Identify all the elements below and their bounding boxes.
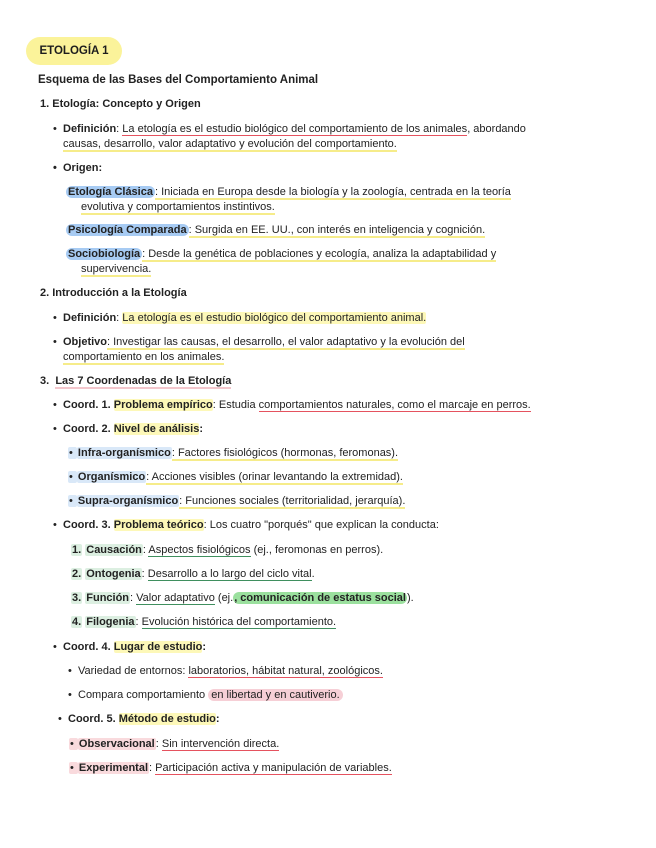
section-1-heading: 1. Etología: Concepto y Origen (40, 98, 201, 110)
s1-definition-line2: causas, desarrollo, valor adaptativo y evolución del comportamiento. (63, 138, 397, 150)
bullet-icon: • (53, 423, 57, 435)
s2-objetivo: • Objetivo: Investigar las causas, el desarrollo, el valor adaptativo y la evolución del (53, 336, 465, 348)
s2-definition: • Definición: La etología es el estudio biológico del comportamiento animal. (53, 312, 427, 324)
section-3-heading: 3. Las 7 Coordenadas de la Etología (40, 375, 232, 387)
bullet-icon: • (53, 519, 57, 531)
section-2-heading: 2. Introducción a la Etología (40, 287, 187, 299)
bullet-icon: • (53, 162, 57, 174)
s1-etologia-clasica: Etología Clásica : Iniciada en Europa desde la biología y la zoología, centrada en la teoría (68, 186, 511, 198)
s1-definition: • Definición: La etología es el estudio biológico del comportamiento de los animales, abordando (53, 123, 526, 135)
coord-5: • Coord. 5. Método de estudio: (58, 713, 220, 725)
bullet-icon: • (68, 689, 72, 701)
bullet-icon: • (53, 336, 57, 348)
bullet-icon: • (53, 399, 57, 411)
coord-4-compara: • Compara comportamiento en libertad y en cautiverio. (68, 688, 343, 702)
coord-5-experimental: • Experimental: Participación activa y manipulación de variables. (70, 762, 392, 774)
coord-5-observacional: • Observacional: Sin intervención directa. (70, 738, 280, 750)
coord-4-entornos: • Variedad de entornos: laboratorios, hábitat natural, zoológicos. (68, 665, 383, 677)
title-pill: ETOLOGÍA 1 (26, 37, 122, 65)
s1-psicologia-comparada: Psicología Comparada : Surgida en EE. UU., con interés en inteligencia y cognición. (68, 224, 486, 236)
s1-origen: • Origen: (53, 162, 103, 174)
coord-2-supra: • Supra-organísmico: Funciones sociales (territorialidad, jerarquía). (69, 495, 406, 507)
s1-etologia-clasica-line2: evolutiva y comportamientos instintivos. (81, 201, 275, 213)
coord-2-infra: • Infra-organísmico: Factores fisiológicos (hormonas, feromonas). (69, 447, 399, 459)
coord-3-ontogenia: 2. Ontogenia: Desarrollo a lo largo del ciclo vital. (72, 568, 315, 580)
coord-1: • Coord. 1. Problema empírico: Estudia comportamientos naturales, como el marcaje en perros. (53, 399, 531, 411)
bullet-icon: • (68, 665, 72, 677)
coord-2-organismico: • Organísmico: Acciones visibles (orinar levantando la extremidad). (69, 471, 403, 483)
coord-3-causacion: 1. Causación: Aspectos fisiológicos (ej., feromonas en perros). (72, 544, 384, 556)
bullet-icon: • (53, 123, 57, 135)
s2-objetivo-line2: comportamiento en los animales. (63, 351, 225, 363)
coord-3: • Coord. 3. Problema teórico: Los cuatro "porqués" que explican la conducta: (53, 519, 439, 531)
bullet-icon: • (53, 312, 57, 324)
s1-sociobiologia: Sociobiología : Desde la genética de poblaciones y ecología, analiza la adaptabilidad y (68, 248, 497, 260)
document-subtitle: Esquema de las Bases del Comportamiento Animal (38, 74, 319, 86)
coord-3-filogenia: 4. Filogenia: Evolución histórica del comportamiento. (72, 616, 337, 628)
coord-4: • Coord. 4. Lugar de estudio: (53, 641, 207, 653)
s1-sociobiologia-line2: supervivencia. (81, 263, 152, 275)
bullet-icon: • (58, 713, 62, 725)
coord-3-funcion: 3. Función: Valor adaptativo (ej., comunicación de estatus social). (72, 592, 414, 604)
bullet-icon: • (53, 641, 57, 653)
coord-2: • Coord. 2. Nivel de análisis: (53, 423, 204, 435)
